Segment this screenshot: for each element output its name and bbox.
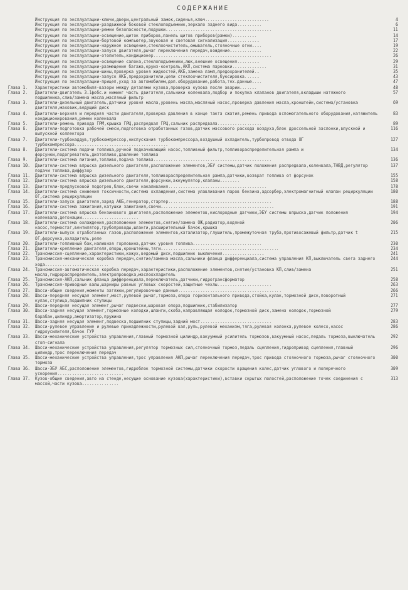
- chapter-label: Глава 21.: [8, 245, 31, 251]
- entry-text: Двигатели-топливный бак,наливная горловина,датчик уровня топлива............................: [35, 240, 262, 246]
- page-number: 251: [390, 266, 398, 272]
- chapter-label: Глава 19.: [8, 230, 31, 236]
- page-number: 35: [393, 69, 398, 75]
- entry-text: Инструкция по эксплуатации-отопитель,кондиционер................................................: [35, 53, 272, 59]
- entry-text: Шасси-задняя несущая элемент,тормозные колодки,шланги,скоба,направляющая колодок,тормозной диск,замена колодок,тормозной барабан,цилиндр,амортизатор,пружина: [35, 308, 331, 319]
- toc-entry: [8, 324, 398, 334]
- toc-entry: [8, 126, 398, 136]
- entry-text: Шасси-передняя несущая элемент,рычаг подвески,шаровая опора,подшипник,стабилизатор: [35, 303, 238, 309]
- entry-text: Двигатели-верхняя и передняя части двигателя,проверка давления в конце такта сжатия,ремень привода вспомогательного оборудования,натяжитель кондиционирования,ремни коленвала: [35, 110, 378, 121]
- toc-entry: [8, 334, 398, 344]
- entry-text: Двигатели-ремень привода ГРМ,крышка ГРЦ,распредвал ГРЦ,сальник распредвала..................: [35, 121, 262, 127]
- chapter-label: Глава 11.: [8, 173, 31, 179]
- entry-text: Двигатели-система впрыска дизельного двигателя,расположение элементов,ЭБУ системы,датчик положения распредвала,коленвала,ТНВД,регулятор подачи топлива,диффузор: [35, 162, 368, 173]
- page-title: СОДЕРЖАНИЕ: [176, 4, 230, 12]
- entry-text: Двигатели-турбонаддув,турбокомпрессор,ниспускания турбокомпрессора,воздушный охладитель,турбопровод отвода ОГ турбокомпрессора......................................: [35, 136, 304, 147]
- entry-text: Двигатели-система подачи топлива,ручной подкачивающий насос,топливный фильтр,топливораспределительная рампа и форсунки,подогреватель,дизтопливо,давление топлива: [35, 147, 304, 158]
- entry-text: Двигатели-двигатель 3.1фобс.и ниминг часть двигателя,сальники коленвала,подбор и покупка клапанов двигателя,вкладыши натяжного подшипника,слив/замена масла,масляный фильтр: [35, 89, 346, 101]
- chapter-label: Глава 2.: [8, 89, 28, 95]
- chapter-label: Глава 37.: [8, 376, 31, 382]
- entry-text: Инструкция по эксплуатации-ключи,двери,центральный замок,сиденья,ключ..........................: [35, 17, 270, 22]
- page-number: 286: [390, 323, 398, 329]
- page-number: 22: [393, 48, 398, 54]
- entry-text: Двигатели-крепление двигателя,опоры,кронштейны,тяги................................................: [35, 245, 279, 251]
- page-number: 263: [390, 282, 398, 288]
- entry-text: Трансмиссия-АКП,сальник фланца дифференциала,переключатель,датчики,гидротрансформатор: [35, 277, 245, 283]
- entry-text: Инструкция по эксплуатации-запуск двигателя,рычаг переключения передач,вождение.............: [35, 48, 262, 54]
- toc-entry: [8, 163, 398, 173]
- chapter-label: Глава 35.: [8, 355, 31, 361]
- entry-text: Двигатели-система зажигания,катушки зажигания,свечи..............................................: [35, 204, 275, 210]
- toc-entry: [8, 220, 398, 230]
- page-number: 26: [393, 53, 398, 59]
- chapter-label: Глава 6.: [8, 126, 28, 132]
- page-number: 83: [393, 110, 398, 116]
- chapter-label: Глава 18.: [8, 219, 31, 225]
- page-number: 230: [390, 240, 398, 246]
- entry-text: Двигатели-выпуск отработанных газов,расположение элементов,катализатор,глушитель,промежуточная труба,противосажевый фильтр,датчик t ОГ,форсунка,охладитель,реле: [35, 230, 358, 241]
- page-number: 266: [390, 287, 398, 293]
- page-number: 300: [390, 355, 398, 361]
- toc-entry: [8, 376, 398, 386]
- entry-text: Характеристики автомобиля-вазори между деталями кузова,проверка кузова после аварии.......: [35, 84, 257, 90]
- page-number: 234: [390, 245, 398, 251]
- page-number: 19: [393, 43, 398, 49]
- toc-list: [8, 17, 398, 386]
- entry-text: Инструкция по эксплуатации-размещение багажа,круиз-контроль,АКП,система парковки..............: [35, 63, 267, 69]
- toc-entry: [8, 137, 398, 147]
- chapter-label: Глава 30.: [8, 308, 31, 314]
- chapter-label: Глава 28.: [8, 292, 31, 298]
- entry-text: Инструкция по эксплуатации-ремни безопасности,подушки...........................................: [35, 27, 272, 33]
- chapter-label: Глава 31.: [8, 318, 31, 324]
- toc-entry: [8, 366, 398, 376]
- chapter-label: Глава 22.: [8, 251, 31, 257]
- chapter-label: Глава 27.: [8, 287, 31, 293]
- page-number: 258: [390, 277, 398, 283]
- page-number: 188: [390, 199, 398, 205]
- chapter-label: Глава 16.: [8, 204, 31, 210]
- page-number: 296: [390, 344, 398, 350]
- chapter-label: Глава 10.: [8, 162, 31, 168]
- page-number: 309: [390, 365, 398, 371]
- page-number: 127: [390, 136, 398, 142]
- toc-entry: [8, 147, 398, 157]
- page-number: 137: [390, 162, 398, 168]
- entry-text: Двигатели-система питания,топливо,подача топлива................................................: [35, 157, 272, 163]
- chapter-label: Глава 13.: [8, 183, 31, 189]
- page-number: 277: [390, 303, 398, 309]
- toc-entry: [8, 100, 398, 110]
- page-number: 241: [390, 251, 398, 257]
- toc-entry: [8, 267, 398, 277]
- entry-text: Трансмиссия-автоматическая коробка передач,характеристики,расположение элементов,снятие/установка КП,слив/замена масла,гидрораспределитель,электропроводка,маслоохладитель: [35, 266, 312, 277]
- chapter-label: Глава 29.: [8, 303, 31, 309]
- page-number: 48: [393, 84, 398, 90]
- chapter-label: Глава 12.: [8, 178, 31, 184]
- entry-text: Шасси-механические устройства управления,трос управления АКП,рычаг переключения передач,трос привода стояночного тормоза,рычаг стояночного тормоза: [35, 355, 376, 366]
- page-number: 158: [390, 178, 398, 184]
- page-number: 116: [390, 126, 398, 132]
- page-number: 17: [393, 37, 398, 43]
- entry-text: Двигатели-запуск двигателя,заряд АКБ,генератор,стартер..........................................: [35, 199, 272, 205]
- page-number: 43: [393, 74, 398, 80]
- entry-text: Двигатели-система впрыска дизельного двигателя,топливораспределительная рампа,датчики,возврат топлива от форсунок: [35, 173, 314, 179]
- toc-entry: [8, 90, 398, 100]
- toc-entry: [8, 293, 398, 303]
- chapter-label: Глава 34.: [8, 344, 31, 350]
- page-number: 206: [390, 219, 398, 225]
- entry-text: Шасси-механические устройства управления,регулятор тормозных сил,стояночный тормоз,педаль сцепления,гидропривод сцепления,главный цилиндр,трос переключения передач: [35, 344, 353, 355]
- page-number: 292: [390, 334, 398, 340]
- page-number: 180: [390, 188, 398, 194]
- page-number: 279: [390, 308, 398, 314]
- entry-text: Инструкция по эксплуатации-раздвижной боковой стеклоподъемник,зеркало заднего вида..........: [35, 22, 262, 28]
- entry-text: Инструкция по эксплуатации-наружное освещение,стеклоочиститель,омыватель,стояночные огни....: [35, 43, 262, 49]
- toc-entry: [8, 189, 398, 199]
- page-number: 244: [390, 256, 398, 262]
- page-number: 134: [390, 147, 398, 153]
- chapter-label: Глава 36.: [8, 365, 31, 371]
- chapter-label: Глава 4.: [8, 110, 28, 116]
- entry-text: Шасси-передняя несущая элемент,мост,рулевой рычаг,тормоза,опора горизонтального привода,стойка,кулак,тормозной диск,поворотный кулак,ступица,подшипник ступицы: [35, 292, 346, 303]
- chapter-label: Глава 17.: [8, 209, 31, 215]
- page-number: 6: [395, 22, 398, 28]
- chapter-label: Глава 9.: [8, 157, 28, 163]
- page-number: 313: [390, 376, 398, 382]
- entry-text: Двигатели-система охлаждения,расположение элементов,снятие/замена ОЖ,радиатор,водяной насос,термостат,вентилятор,трубопроводы,шланги,расширительный бачок,крышка: [35, 219, 245, 231]
- entry-text: Инструкция по эксплуатации-бортовой компьютер,звуковая и световая сигнализация.............: [35, 37, 260, 43]
- chapter-label: Глава 14.: [8, 188, 31, 194]
- chapter-label: Глава 26.: [8, 282, 31, 288]
- page-number: 47: [393, 79, 398, 85]
- chapter-label: Глава 23.: [8, 256, 31, 262]
- entry-text: Двигатели-предпусковой подогрев,блок,свечи накаливания........................................: [35, 183, 267, 189]
- entry-text: Шасси-рулевое управление и рулевые принадлежности,рулевой вал,руль,рулевой механизм,тяга,рулевая колонка,рулевое колесо,насос гидроусилителя,бачок ГУР: [35, 323, 344, 335]
- entry-text: Двигатели-подготовка рабочей смеси,подготовка отработанных газов,датчик массового расхода воздуха,блок дроссельной заслонки,впускной и выпускной коллектора: [35, 126, 366, 137]
- page-number: 155: [390, 173, 398, 179]
- entry-text: Инструкция по эксплуатации-освещение,щиток приборов,панель щитов приборов(рамки)..........: [35, 32, 257, 38]
- page-number: 4: [395, 17, 398, 22]
- toc-entry: [8, 308, 398, 318]
- chapter-label: Глава 7.: [8, 136, 28, 142]
- page-number: 69: [393, 100, 398, 106]
- chapter-label: Глава 1.: [8, 84, 28, 90]
- entry-text: Шасси-общие сведения,моменты затяжки,регулировочные данные..........................................: [35, 287, 282, 293]
- chapter-label: Глава 25.: [8, 277, 31, 283]
- entry-text: Шасси-ЭБУ АБС,расположение элементов,гидроблок тормозной системы,датчики скорости вращения колес,датчик углового и поперечного ускорения...........................: [35, 365, 346, 376]
- chapter-label: Глава 8.: [8, 147, 28, 153]
- page-number: 271: [390, 292, 398, 298]
- page-number: 14: [393, 32, 398, 38]
- entry-text: Шасси-задняя несущая элемент,подвеска,подшипник ступицы,задний мост.............................: [35, 318, 272, 324]
- entry-text: Кузов-общие сведения,авто на стенде,несущие основание кузова(характеристики),вставки скрытых полостей,расположение точек соединения с массой,части кузова...............: [35, 376, 363, 387]
- page-number: 89: [393, 121, 398, 127]
- page-number: 215: [390, 230, 398, 236]
- toc-entry: [8, 210, 398, 220]
- page-number: 11: [393, 27, 398, 33]
- toc-entry: [8, 111, 398, 121]
- entry-text: Двигатели-система снижения токсичности,система охлаждения,система улавливания паров бензина,адсорбер,электромагнитный клапан рециркуляции ОГ,система рециркуляции: [35, 188, 373, 199]
- entry-text: Двигатели-система впрыска дизельного двигателя,форсунки,аккумулятор,клапаны........: [35, 178, 240, 184]
- page-number: 283: [390, 318, 398, 324]
- chapter-label: Глава 3.: [8, 100, 28, 106]
- page-number: 57: [393, 89, 398, 95]
- page-number: 31: [393, 63, 398, 69]
- entry-text: Инструкция по эксплуатации-запуск АКБ,предохранители,цепи стеклоочистителя,буксировка......: [35, 74, 260, 80]
- chapter-label: Глава 20.: [8, 240, 31, 246]
- page-number: 178: [390, 183, 398, 189]
- chapter-label: Глава 33.: [8, 334, 31, 340]
- entry-text: Инструкция по эксплуатации-освещение салона,стеклоподъемники,люк,внешние освещения.........: [35, 58, 260, 64]
- entry-text: Инструкция по эксплуатации-прицеп,уход за автомобилем,доп.оборудование,работа,тех.данные....: [35, 79, 262, 85]
- entry-text: Трансмиссия-приводные валы,шарниры равных угловых скоростей,защитные чехлы......................: [35, 282, 272, 288]
- entry-text: Инструкция по эксплуатации-шины,проверка уровня жидкостей,АКБ,замена ламп,предохранителей..: [35, 69, 260, 75]
- chapter-label: Глава 5.: [8, 121, 28, 127]
- page-number: 191: [390, 204, 398, 210]
- entry-text: Трансмиссия-механическая коробка передач,снятие/замена масла,сальники фланца дифференциала,система управления КП,выключатель света заднего хода..........................: [35, 256, 376, 267]
- chapter-label: Глава 32.: [8, 323, 31, 329]
- entry-text: Трансмиссия-сцепление,характеристики,кожух,ведомый диск,подшипник выключения.................: [35, 251, 265, 257]
- page-number: 136: [390, 157, 398, 163]
- toc-entry: [8, 256, 398, 266]
- entry-text: Шасси-механические устройства управления,главный тормозной цилиндр,вакуумный усилитель тормозов,вакуумный насос,педаль тормоза,выключатель стоп-сигнала: [35, 334, 376, 345]
- chapter-label: Глава 24.: [8, 266, 31, 272]
- entry-text: Двигатели-система впрыска бензинового двигателя,расположение элементов,кислородные датчики,ЭБУ системы впрыска,датчик положения коленвала,детонации.......................: [35, 209, 349, 220]
- entry-text: Двигатели-дизельный двигатель,датчики уровня масла,уровень масла,масляный насос,проверка давления масла,кронштейн,система/установка двигателя,маховик,ведущий диск: [35, 100, 358, 111]
- page-number: 29: [393, 58, 398, 64]
- toc-entry: [8, 355, 398, 365]
- page-number: 194: [390, 209, 398, 215]
- toc-entry: [8, 230, 398, 240]
- chapter-label: Глава 15.: [8, 199, 31, 205]
- toc-entry: [8, 345, 398, 355]
